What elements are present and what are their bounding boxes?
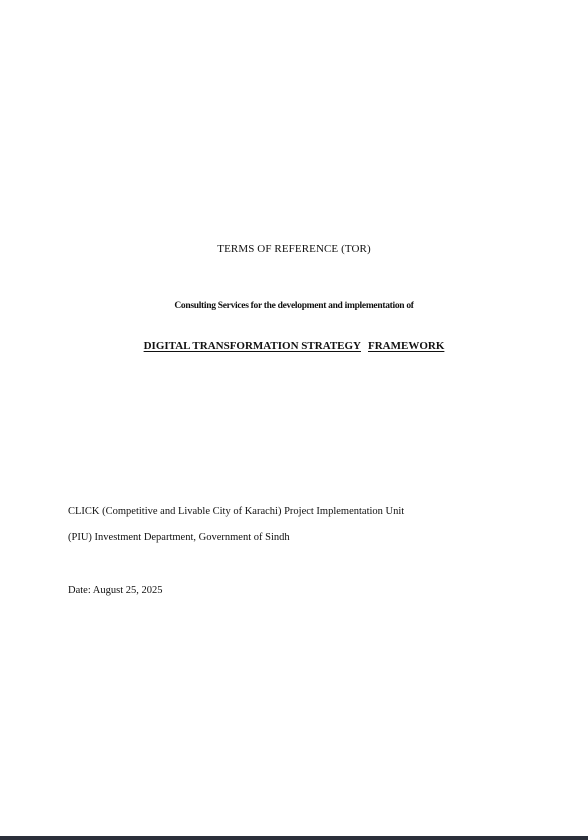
- document-subtitle: Consulting Services for the development and implementation of: [174, 301, 414, 311]
- document-title: TERMS OF REFERENCE (TOR): [217, 243, 371, 255]
- document-date: Date: August 25, 2025: [68, 585, 163, 596]
- heading-part-2: FRAMEWORK: [368, 340, 445, 352]
- document-heading: [0, 340, 588, 352]
- organization-line-1: CLICK (Competitive and Livable City of Karachi) Project Implementation Unit: [68, 506, 405, 517]
- organization-line-2: (PIU) Investment Department, Government of Sindh: [68, 532, 290, 543]
- heading-part-1: DIGITAL TRANSFORMATION STRATEGY: [143, 340, 361, 352]
- bottom-bar: [0, 836, 588, 840]
